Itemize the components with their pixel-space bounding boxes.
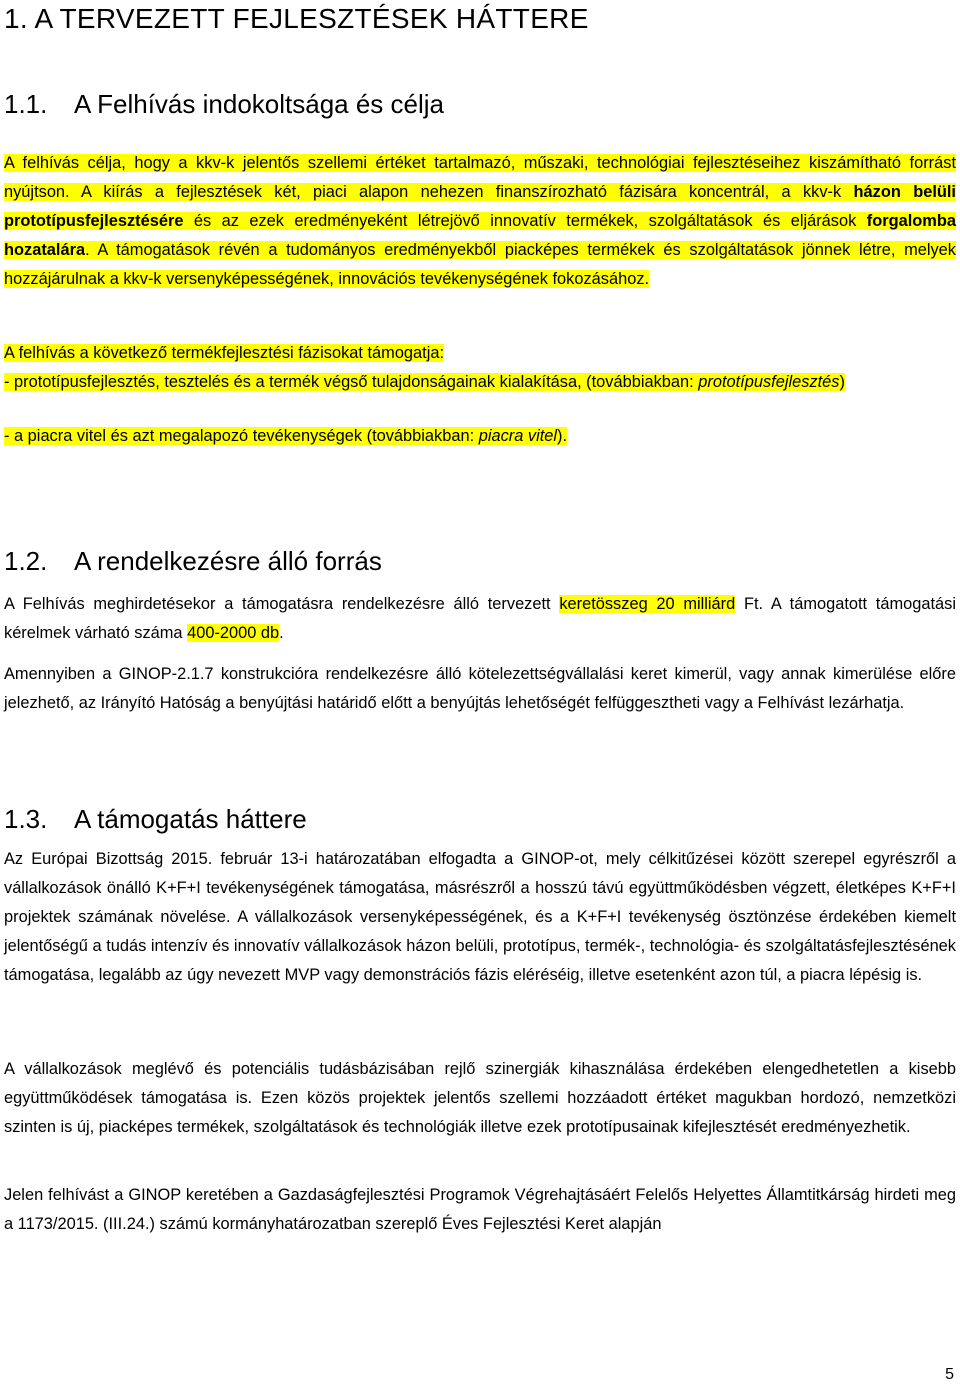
- highlighted-text: és az ezek eredményeként létrejövő innovatív termékek, szolgáltatások és eljárások: [183, 212, 867, 230]
- highlighted-text: - prototípusfejlesztés, tesztelés és a termék végső tulajdonságainak kialakítása, (továbbiakban:: [4, 373, 699, 391]
- italic-term: prototípusfejlesztés: [698, 373, 840, 391]
- subsection-title: A Felhívás indokoltsága és célja: [74, 89, 444, 119]
- subsection-number: 1.3.: [4, 804, 48, 834]
- highlighted-text: - a piacra vitel és azt megalapozó tevékenységek (továbbiakban:: [4, 427, 479, 445]
- paragraph-jelen-felhivas: Jelen felhívást a GINOP keretében a Gazdaságfejlesztési Programok Végrehajtásáért Felelős Helyettes Államtitkárság hirdeti meg a 1173/2015. (III.24.) számú kormányhatározatban szereplő Éves Fejlesztési Keret alapján: [4, 1186, 956, 1233]
- subsection-heading-1-2: [4, 545, 382, 577]
- bold-highlighted-text: házon belüli prototípusfejlesztésére: [4, 183, 956, 230]
- highlighted-text: ): [839, 373, 845, 391]
- highlighted-amount: keretösszeg 20 milliárd: [559, 595, 736, 613]
- paragraph-szinergiak: A vállalkozások meglévő és potenciális tudásbázisában rejlő szinergiák kihasználása érdekében elengedhetetlen a kisebb együttműködések támogatása is. Ezen közös projektek jelentős szellemi hozzáadott értéket magukban hordozó, nemzetközi szinten is új, piacképes termékek, szolgáltatások és technológiák illetve ezek prototípusainak kifejlesztését eredményezhetik.: [4, 1060, 956, 1136]
- highlighted-text: A felhívás célja, hogy a kkv-k jelentős szellemi értéket tartalmazó, műszaki, technológiai fejlesztéseihez kiszámítható forrást nyújtson. A kiírás a fejlesztések két, piaci alapon nehezen finanszírozható fázisára koncentrál, a kkv-k: [4, 154, 956, 201]
- subsection-heading-1-3: [4, 803, 307, 835]
- highlighted-text: ).: [557, 427, 568, 445]
- list-item-prototype: [4, 368, 956, 397]
- subsection-number: 1.1.: [4, 89, 48, 119]
- paragraph-intro-line: [4, 339, 956, 368]
- section-heading-1: 1. A TERVEZETT FEJLESZTÉSEK HÁTTERE: [4, 3, 589, 34]
- italic-term: piacra vitel: [478, 427, 558, 445]
- paragraph-ginop-keret: Amennyiben a GINOP-2.1.7 konstrukcióra rendelkezésre álló kötelezettségvállalási keret kimerül, vagy annak kimerülése előre jelezhető, az Irányító Hatóság a benyújtási határidő előtt a benyújtás lehetőségét felfüggesztheti vagy a Felhívást lezárhatja.: [4, 665, 956, 712]
- bold-highlighted-text: forgalomba hozatalára: [4, 212, 956, 259]
- subsection-title: A rendelkezésre álló forrás: [74, 546, 382, 576]
- highlighted-count: 400-2000 db: [187, 624, 280, 642]
- paragraph-forras: [4, 590, 956, 648]
- subsection-number: 1.2.: [4, 546, 48, 576]
- body-text: Ft. A támogatott támogatási kérelmek várható száma: [4, 595, 956, 642]
- highlighted-text: . A támogatások révén a tudományos eredményekből piacképes termékek és szolgáltatások jönnek létre, melyek hozzájárulnak a kkv-k versenyképességének, innovációs tevékenységének fokozásához.: [4, 241, 956, 288]
- paragraph-europai-bizottsag: Az Európai Bizottság 2015. február 13-i határozatában elfogadta a GINOP-ot, mely célkitűzései között szerepel egyrészről a vállalkozások önálló K+F+I tevékenységének támogatása, másrészről a hosszú távú együttműködésben végzett, életképes K+F+I projektek számának növelése. A vállalkozások versenyképességének, és a K+F+I tevékenység ösztönzése érdekében kiemelt jelentőségű a tudás intenzív és innovatív vállalkozások házon belüli, prototípus, termék-, technológia- és szolgáltatásfejlesztésének támogatása, legalább az úgy nevezett MVP vagy demonstrációs fázis eléréséig, illetve esetenként azon túl, a piacra lépésig is.: [4, 850, 956, 984]
- body-text: .: [279, 624, 284, 642]
- list-item-market: [4, 422, 956, 451]
- subsection-title: A támogatás háttere: [74, 804, 307, 834]
- paragraph-felhivas-celja: [4, 149, 956, 294]
- body-text: A Felhívás meghirdetésekor a támogatásra rendelkezésre álló tervezett: [4, 595, 560, 613]
- page-number: 5: [945, 1366, 954, 1383]
- highlighted-text: A felhívás a következő termékfejlesztési fázisokat támogatja:: [4, 344, 445, 362]
- subsection-heading-1-1: [4, 88, 444, 120]
